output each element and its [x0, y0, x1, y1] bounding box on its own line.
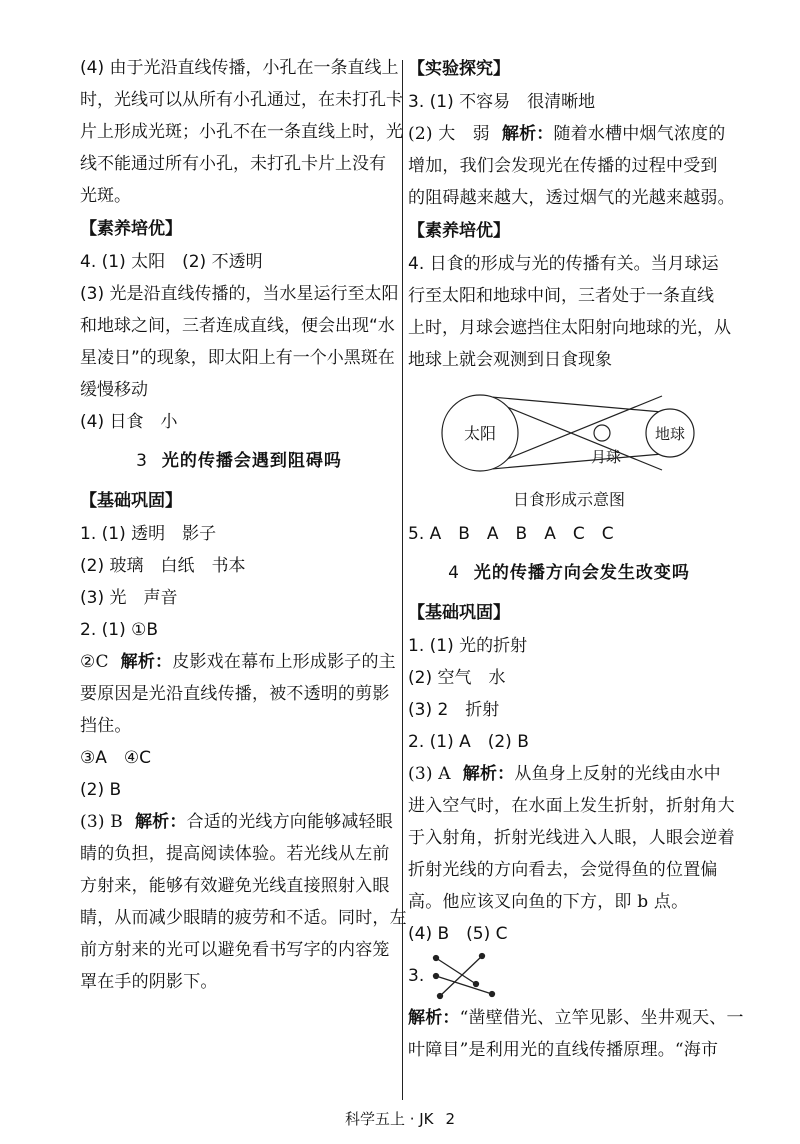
text-line: 于入射角，折射光线进入人眼，人眼会逆着: [408, 828, 735, 848]
text-line: 高。他应该叉向鱼的下方，即 b 点。: [408, 892, 689, 912]
right-column: [408, 52, 744, 1066]
light-ray: [440, 956, 482, 996]
answer-line: [408, 950, 730, 1002]
figure-caption: 日食形成示意图: [512, 490, 625, 509]
text-line: 行至太阳和地球中间，三者处于一条直线: [408, 286, 714, 306]
earth-label: 地球: [654, 425, 686, 443]
text-line: 线不能通过所有小孔，未打孔卡片上没有: [80, 154, 386, 174]
answer-line: 1. (1) 透明 影子: [80, 524, 217, 544]
answer-key: (3) B: [80, 812, 123, 832]
dot: [473, 982, 478, 987]
text-line: 罩在手的阴影下。: [80, 972, 218, 992]
section-heading-suyang: 【素养培优】: [408, 221, 510, 241]
answer-line: (3) 光 声音: [80, 588, 178, 608]
text-line: 星凌日”的现象，即太阳上有一个小黑斑在: [80, 348, 395, 368]
text-line: 缓慢移动: [80, 380, 148, 400]
text-line: 时，光线可以从所有小孔通过，在未打孔卡: [80, 90, 403, 110]
answer-line: 2. (1) ①B: [80, 620, 159, 640]
answer-line: ③A ④C: [80, 748, 151, 768]
analysis-label: 解析：: [408, 1008, 460, 1028]
text-line: 和地球之间，三者连成直线，便会出现“水: [80, 316, 395, 336]
text-line: 折射光线的方向看去，会觉得鱼的位置偏: [408, 860, 718, 880]
answer-key: (3) A: [408, 764, 451, 784]
text-line: 方射来，能够有效避免光线直接照射入眼: [80, 876, 390, 896]
answer-key: (2) 大 弱: [408, 124, 490, 144]
dot: [433, 956, 438, 961]
text-line: 挡住。: [80, 716, 132, 736]
text-line: 的阻碍越来越大，透过烟气的光越来越弱。: [408, 188, 735, 208]
text-line: 要原因是光沿直线传播，被不透明的剪影: [80, 684, 390, 704]
answer-line: 5. A B A B A C C: [408, 524, 614, 544]
answer-line: (2) B: [80, 780, 122, 800]
answer-line: (2) 玻璃 白纸 书本: [80, 556, 246, 576]
analysis-label: 解析：: [120, 652, 173, 672]
column-divider: [402, 60, 403, 1100]
analysis-text: 随着水槽中烟气浓度的: [553, 124, 726, 144]
analysis-text: “凿壁借光、立竿见影、坐井观天、一: [459, 1008, 744, 1028]
analysis-label: 解析：: [134, 812, 187, 832]
text-line: 进入空气时，在水面上发生折射，折射角大: [408, 796, 735, 816]
analysis-text: 合适的光线方向能够减轻眼: [186, 812, 393, 832]
answer-line: 1. (1) 光的折射: [408, 636, 528, 656]
analysis-line: [408, 1002, 744, 1034]
left-column: [80, 52, 407, 998]
text-line: 睛的负担，提高阅读体验。若光线从左前: [80, 844, 390, 864]
analysis-text: 从鱼身上反射的光线由水中: [514, 764, 721, 784]
section-heading-jichu: 【基础巩固】: [408, 603, 510, 623]
sun-label: 太阳: [463, 424, 497, 443]
solar-eclipse-diagram: [408, 384, 730, 482]
text-line: 片上形成光斑；小孔不在一条直线上时，光: [80, 122, 403, 142]
text-line: (3) 光是沿直线传播的，当水星运行至太阳: [80, 284, 399, 304]
analysis-label: 解析：: [501, 124, 554, 144]
dot: [489, 992, 494, 997]
analysis-line: [408, 118, 730, 150]
moon-label: 月球: [590, 448, 622, 466]
footer-subject: 科学五上 · JK: [344, 1110, 434, 1128]
answer-line: 3. (1) 不容易 很清晰地: [408, 92, 596, 112]
answer-line: (2) 空气 水: [408, 668, 506, 688]
moon-circle: [594, 425, 610, 441]
analysis-label: 解析：: [462, 764, 515, 784]
page-footer: [0, 1108, 800, 1129]
text-line: 增加，我们会发现光在传播的过程中受到: [408, 156, 718, 176]
text-line: 4. 日食的形成与光的传播有关。当月球运: [408, 254, 719, 274]
analysis-text: 皮影戏在幕布上形成影子的主: [172, 652, 396, 672]
answer-line: 2. (1) A (2) B: [408, 732, 529, 752]
answer-line: (4) B (5) C: [408, 924, 508, 944]
text-line: 上时，月球会遮挡住太阳射向地球的光，从: [408, 318, 731, 338]
chapter-title: 光的传播会遇到阻碍吗: [161, 451, 342, 471]
section-heading-suyang: 【素养培优】: [80, 219, 182, 239]
answer-key: ②C: [80, 652, 109, 672]
answer-line: 4. (1) 太阳 (2) 不透明: [80, 252, 263, 272]
answer-line: (3) 2 折射: [408, 700, 500, 720]
light-path-diagram: [430, 952, 500, 1000]
page-number: 2: [445, 1110, 456, 1128]
section-heading-jichu: 【基础巩固】: [80, 491, 182, 511]
text-line: 前方射来的光可以避免看书写字的内容笼: [80, 940, 390, 960]
chapter-heading: [408, 550, 730, 596]
analysis-line: [80, 806, 398, 838]
section-heading-shiyan: 【实验探究】: [408, 59, 510, 79]
text-line: 睛，从而减少眼睛的疲劳和不适。同时，左: [80, 908, 407, 928]
text-line: 叶障目”是利用光的直线传播原理。“海市: [408, 1040, 719, 1060]
dot: [433, 974, 438, 979]
analysis-line: [408, 758, 730, 790]
dot: [437, 994, 442, 999]
dot: [479, 954, 484, 959]
analysis-line: [80, 646, 398, 678]
text-line: 光斑。: [80, 186, 131, 206]
text-line: (4) 由于光沿直线传播，小孔在一条直线上: [80, 58, 399, 78]
text-line: 地球上就会观测到日食现象: [408, 350, 612, 370]
chapter-heading: [80, 438, 398, 484]
chapter-number: 3: [136, 451, 148, 471]
answer-line: (4) 日食 小: [80, 412, 178, 432]
chapter-number: 4: [448, 563, 460, 583]
chapter-title: 光的传播方向会发生改变吗: [473, 563, 690, 583]
question-number: 3.: [408, 966, 425, 986]
